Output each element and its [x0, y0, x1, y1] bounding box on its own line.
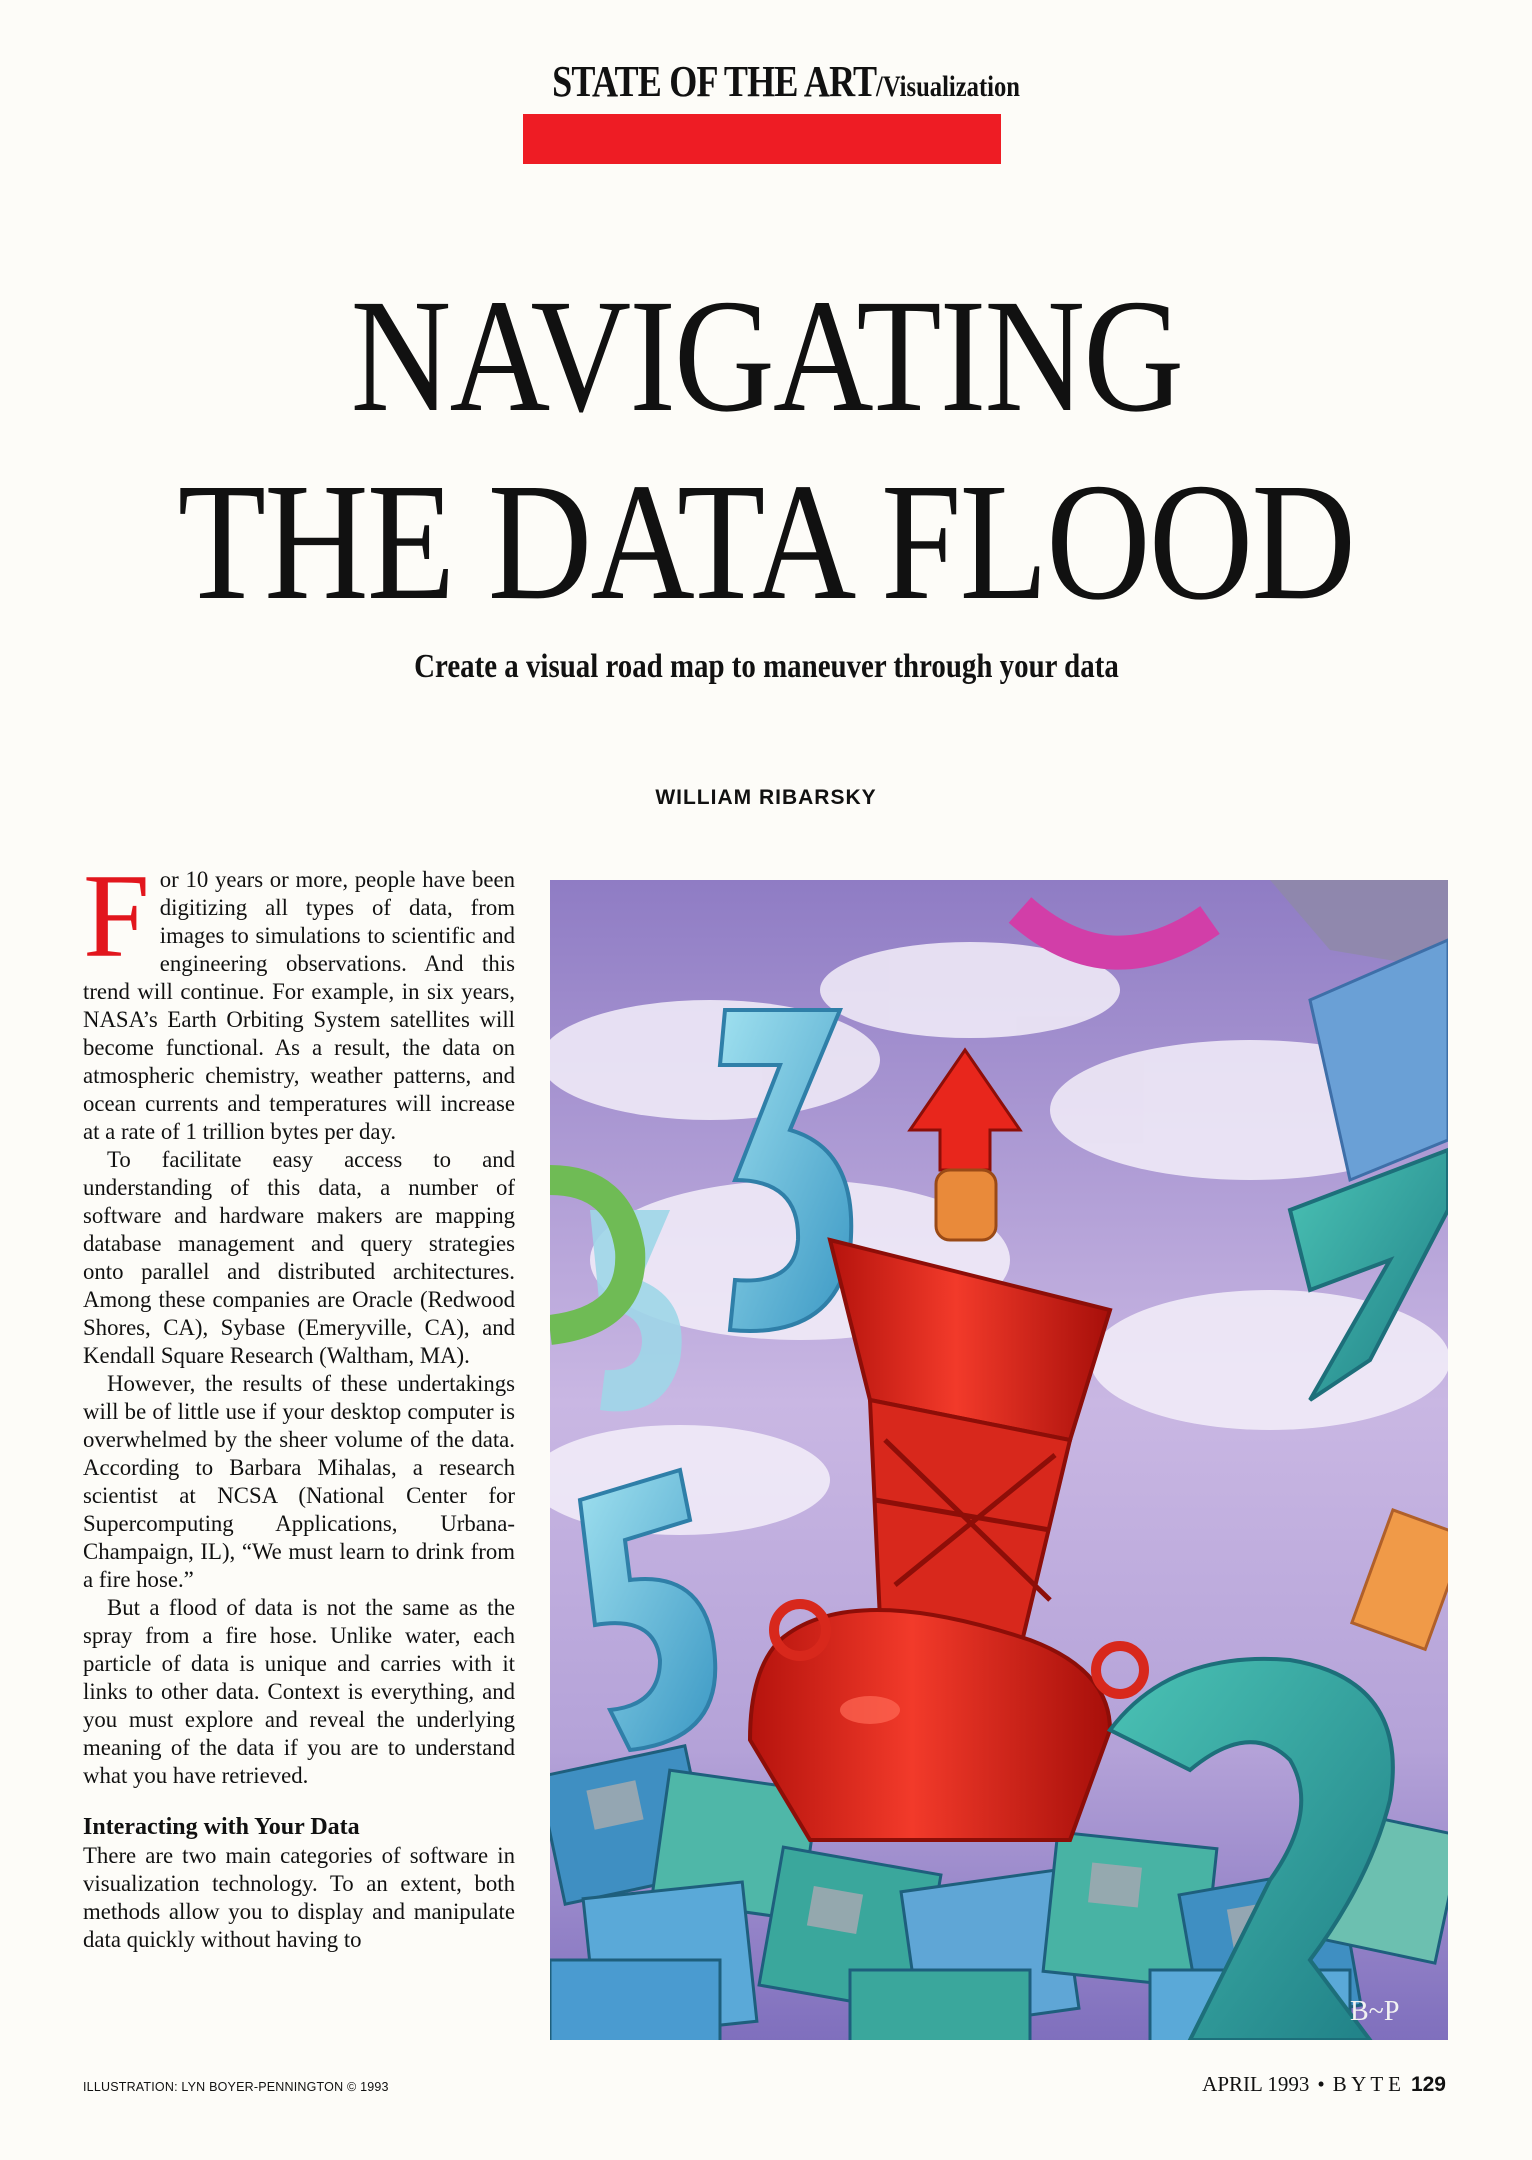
article-paragraph-1: For 10 years or more, people have been digitizing all types of data, from images to simulations to scientific and engineering observations. And this trend will continue. For example, in six years, NASA’s Earth Orbiting System satellites will become functional. As a result, the data on atmospheric chemistry, weather patterns, and ocean currents and temperatures will increase at a rate of 1 trillion bytes per day. — [83, 849, 515, 1144]
drop-cap: F — [83, 849, 150, 982]
article-paragraph-4: But a flood of data is not the same as the spray from a fire hose. Unlike water, each particle of data is unique and carries with it links to other data. Context is everything, and you must explore and reveal the underlying meaning of the data if you are to understand what you have retrieved. — [83, 1595, 515, 1788]
issue-date: APRIL 1993 — [1202, 2072, 1310, 2096]
footer-bullet: • — [1317, 2072, 1325, 2096]
page-footer — [1202, 2072, 1446, 2097]
deck: Create a visual road map to maneuver through your data — [413, 648, 1119, 685]
page-number: 129 — [1410, 2073, 1446, 2096]
author-byline: WILLIAM RIBARSKY — [655, 786, 877, 809]
article-paragraph-2: To facilitate easy access to and understanding of this data, a number of software and hardware makers are mapping database management and query strategies onto parallel and distributed architectures. Among these companies are Oracle (Redwood Shores, CA), Sybase (Emeryville, CA), and Kendall Square Research (Waltham, MA). — [83, 1147, 515, 1368]
section-accent-bar — [523, 114, 1001, 164]
headline-line-1: NAVIGATING — [350, 267, 1182, 446]
illustration-credit: ILLUSTRATION: LYN BOYER-PENNINGTON © 1993 — [83, 2080, 389, 2094]
article-column — [83, 849, 515, 1954]
article-paragraph-3: However, the results of these undertakings will be of little use if your desktop computer is overwhelmed by the sheer volume of the data. According to Barbara Mihalas, a research scientist at NCSA (National Center for Supercomputing Applications, Urbana-Champaign, IL), “We must learn to drink from a fire hose.” — [83, 1371, 515, 1592]
buoy-illustration — [550, 880, 1448, 2040]
section-title: STATE OF THE ART — [551, 57, 876, 106]
illustration-signature: B~P — [1350, 1996, 1400, 2027]
section-header — [0, 56, 1532, 107]
section-heading: Interacting with Your Data — [83, 1814, 360, 1840]
headline-line-2: THE DATA FLOOD — [177, 449, 1355, 635]
section-subtitle: /Visualization — [875, 70, 1020, 103]
magazine-name: B Y T E — [1332, 2072, 1401, 2096]
article-paragraph-5: There are two main categories of software in visualization technology. To an extent, both methods allow you to display and manipulate data quickly without having to — [83, 1843, 515, 1952]
